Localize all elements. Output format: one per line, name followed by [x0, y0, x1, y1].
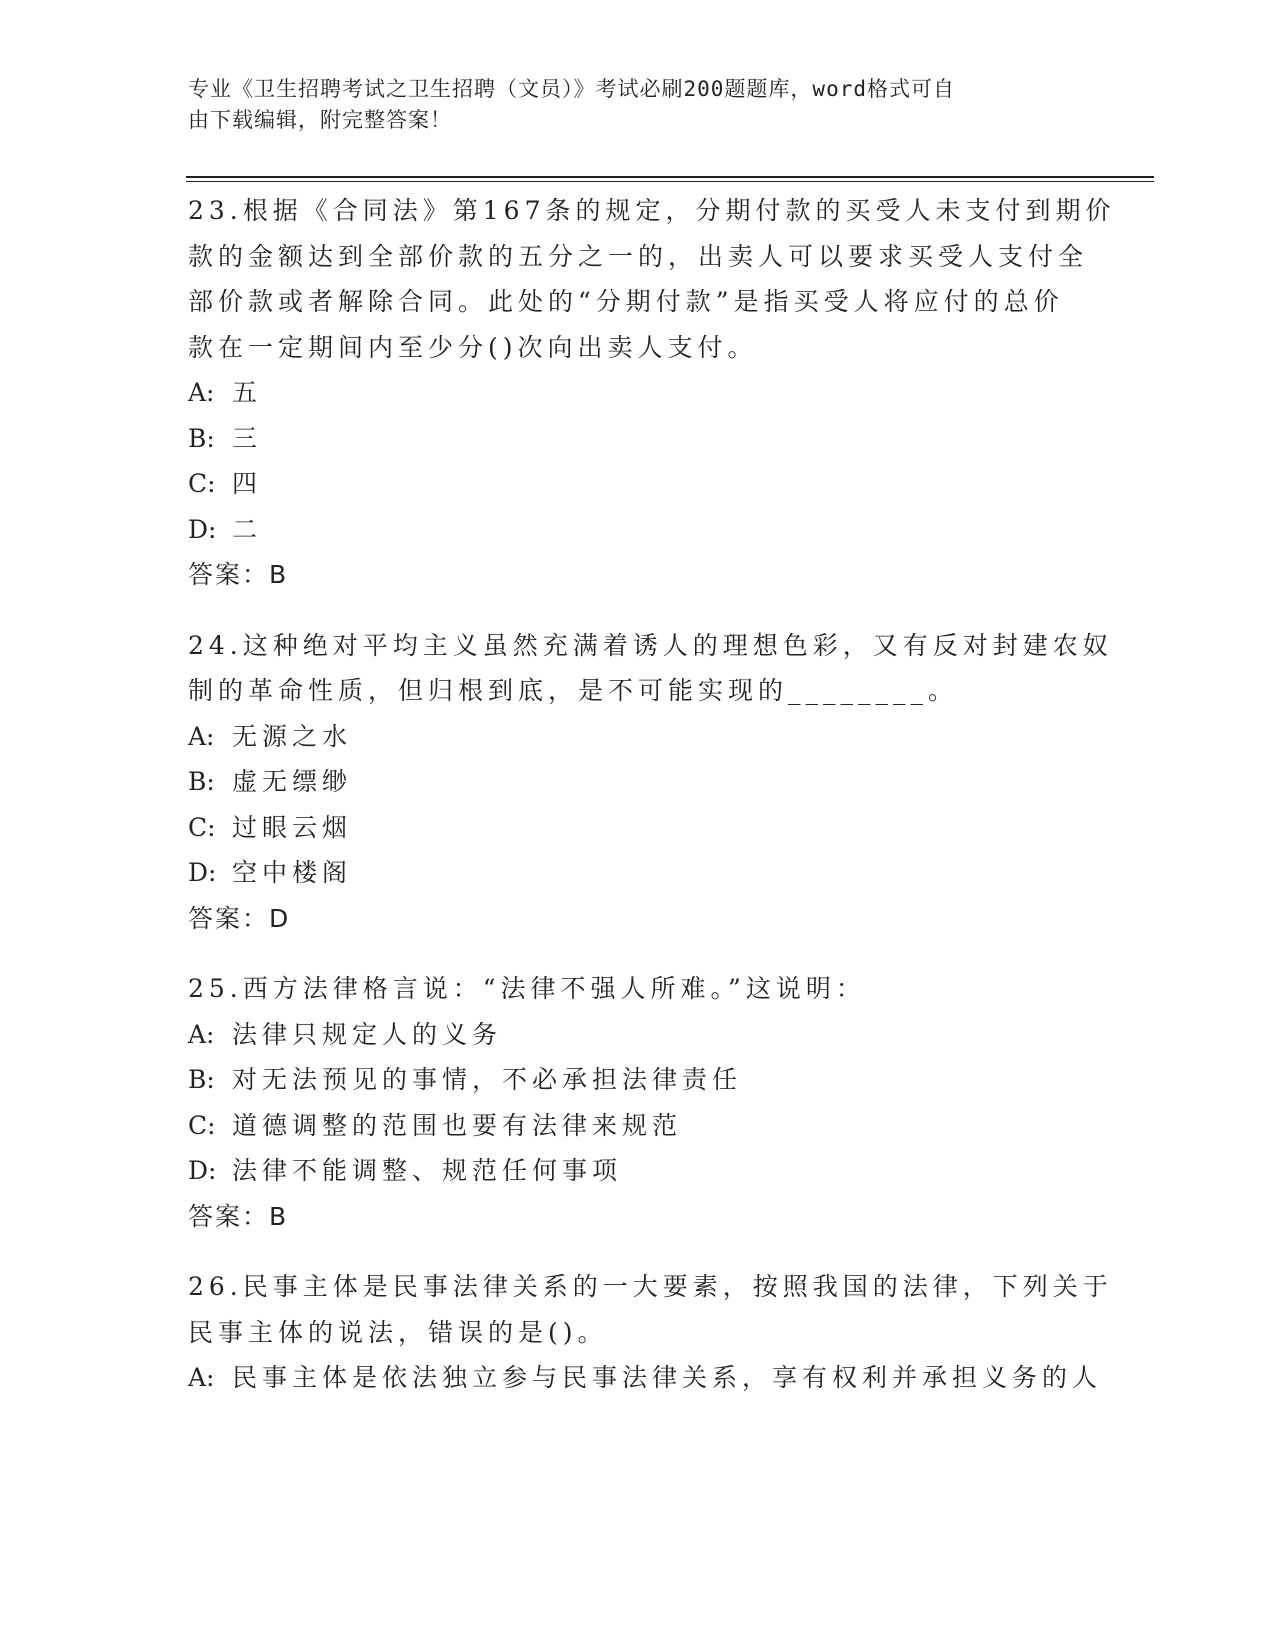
option-text: 四	[232, 469, 263, 498]
option-text: 民事主体是依法独立参与民事法律关系，享有权利并承担义务的人	[232, 1363, 1103, 1392]
option-d	[188, 1148, 1088, 1194]
option-b	[188, 759, 1088, 805]
question-24	[188, 623, 1113, 942]
option-letter: D:	[188, 1156, 217, 1185]
answer-line: 答案：D	[188, 903, 291, 933]
question-text-line: 部价款或者解除合同。此处的“分期付款”是指买受人将应付的总价	[188, 287, 1064, 316]
option-a	[188, 1355, 1103, 1401]
option-letter: B:	[188, 423, 215, 453]
question-text-line: 款在一定期间内至少分()次向出卖人支付。	[188, 332, 758, 362]
answer-line: 答案：B	[188, 560, 289, 589]
option-d	[188, 507, 1088, 553]
question-text-line: 26.民事主体是民事法律关系的一大要素，按照我国的法律，下列关于	[188, 1272, 1113, 1301]
option-letter: A:	[188, 378, 215, 407]
answer-line: 答案：B	[188, 1201, 289, 1231]
question-text-line: 25.西方法律格言说：“法律不强人所难。”这说明：	[188, 974, 866, 1003]
option-d	[188, 850, 1088, 896]
option-letter: A:	[188, 721, 215, 751]
question-26	[188, 1264, 1113, 1401]
option-b	[188, 1057, 1088, 1103]
option-text: 法律不能调整、规范任何事项	[232, 1156, 623, 1185]
header-line-2: 由下载编辑，附完整答案！	[188, 108, 452, 132]
option-text: 二	[232, 514, 263, 544]
option-a	[188, 1012, 1088, 1058]
option-text: 空中楼阁	[232, 858, 353, 887]
option-text: 无源之水	[232, 721, 353, 751]
question-25	[188, 966, 1088, 1239]
option-b	[188, 416, 1088, 462]
header-rule-thick	[186, 176, 1154, 178]
option-letter: C:	[188, 469, 216, 498]
question-list	[188, 188, 1116, 1426]
option-text: 对无法预见的事情，不必承担法律责任	[232, 1065, 743, 1094]
option-text: 五	[232, 378, 263, 407]
option-c	[188, 1103, 1088, 1149]
option-letter: A:	[188, 1363, 215, 1392]
document-header	[188, 74, 1068, 136]
option-text: 法律只规定人的义务	[232, 1019, 503, 1049]
option-c	[188, 461, 1088, 507]
option-letter: B:	[188, 1065, 215, 1094]
header-rule-thin	[186, 181, 1154, 182]
option-letter: C:	[188, 1110, 216, 1140]
question-23	[188, 188, 1116, 598]
option-c	[188, 805, 1088, 851]
option-letter: C:	[188, 812, 216, 842]
option-letter: B:	[188, 767, 215, 796]
option-text: 过眼云烟	[232, 812, 353, 842]
option-letter: D:	[188, 858, 217, 887]
question-text-line: 23.根据《合同法》第167条的规定，分期付款的买受人未支付到期价	[188, 196, 1116, 225]
question-text-line: 款的金额达到全部价款的五分之一的，出卖人可以要求买受人支付全	[188, 241, 1089, 271]
header-line-1: 专业《卫生招聘考试之卫生招聘（文员）》考试必刷200题题库，word格式可自	[188, 77, 955, 101]
option-letter: D:	[188, 514, 217, 544]
option-text: 虚无缥缈	[232, 767, 353, 796]
question-text-line: 民事主体的说法，错误的是()。	[188, 1317, 608, 1347]
question-text-line: 制的革命性质，但归根到底，是不可能实现的________。	[188, 676, 959, 705]
question-text-line: 24.这种绝对平均主义虽然充满着诱人的理想色彩，又有反对封建农奴	[188, 630, 1113, 660]
option-a	[188, 370, 1088, 416]
option-text: 道德调整的范围也要有法律来规范	[232, 1110, 683, 1140]
option-letter: A:	[188, 1019, 215, 1049]
option-text: 三	[232, 423, 263, 453]
option-a	[188, 714, 1088, 760]
